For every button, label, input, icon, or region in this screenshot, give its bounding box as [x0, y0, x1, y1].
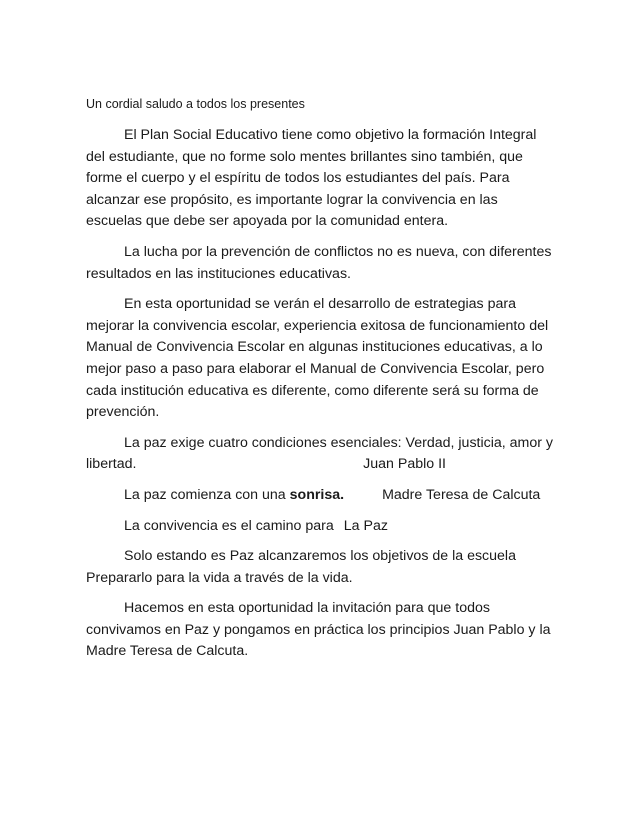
document-body: [86, 96, 556, 672]
quote-convivencia-text: La convivencia es el camino para: [124, 517, 334, 534]
quote-juan-pablo: [86, 433, 556, 476]
quote-madre-teresa-text: La paz comienza con una: [124, 486, 290, 503]
paragraph-solo-estando: Solo estando es Paz alcanzaremos los objetivos de la escuela Prepararlo para la vida a través de la vida.: [86, 548, 516, 586]
paragraph-invitacion: Hacemos en esta oportunidad la invitación para que todos convivamos en Paz y pongamos en práctica los principios Juan Pablo y la Madre Teresa de Calcuta.: [86, 600, 551, 660]
quote-madre-teresa-bold: sonrisa.: [289, 486, 345, 503]
paragraph-plan-social: El Plan Social Educativo tiene como objetivo la formación Integral del estudiante, que no forme solo mentes brillantes sino también, que forme el cuerpo y el espíritu de todos los estudiantes del país. Para alcanzar ese propósito, es importante lograr la convivencia en las escuelas que debe ser apoyada por la comunidad entera.: [86, 127, 537, 230]
quote-convivencia: [86, 516, 556, 538]
quote-juan-pablo-author: Juan Pablo II: [363, 456, 446, 473]
quote-convivencia-paz: La Paz: [343, 517, 388, 534]
quote-juan-pablo-text: La paz exige cuatro condiciones esenciales: Verdad, justicia, amor y libertad.: [86, 434, 554, 473]
quote-madre-teresa: [86, 485, 556, 507]
greeting-line: Un cordial saludo a todos los presentes: [86, 97, 305, 111]
quote-madre-teresa-author: Madre Teresa de Calcuta: [382, 486, 541, 503]
paragraph-prevencion: La lucha por la prevención de conflictos no es nueva, con diferentes resultados en las instituciones educativas.: [86, 243, 552, 282]
paragraph-oportunidad: En esta oportunidad se verán el desarrollo de estrategias para mejorar la convivencia escolar, experiencia exitosa de funcionamiento del Manual de Convivencia Escolar en algunas instituciones educativas, a lo mejor paso a paso para elaborar el Manual de Convivencia Escolar, pero cada institución educativa es diferente, como diferente será su forma de prevención.: [86, 296, 549, 421]
